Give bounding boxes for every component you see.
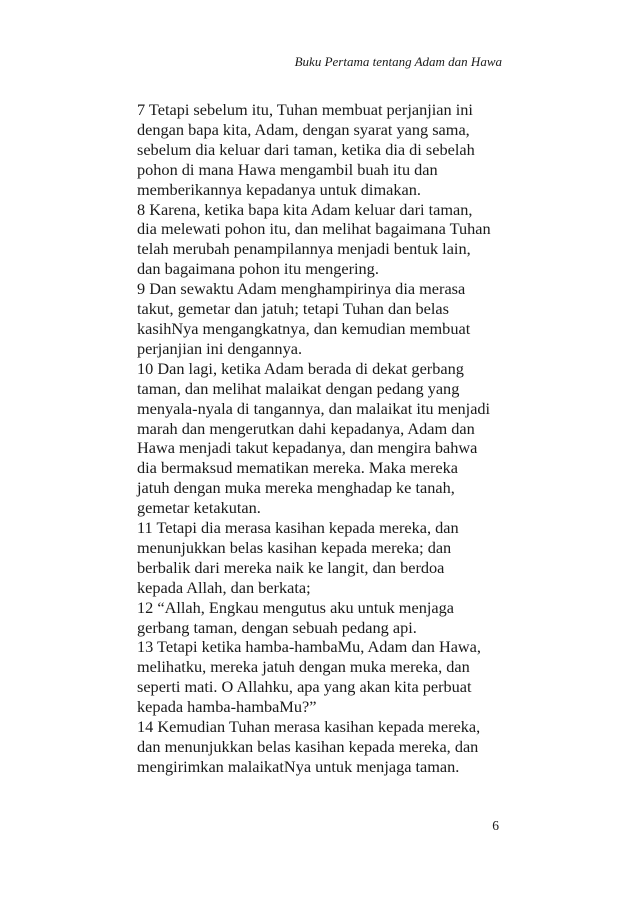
text-line: 13 Tetapi ketika hamba-hambaMu, Adam dan Hawa, (137, 637, 481, 657)
body-text (137, 100, 509, 777)
text-line: 10 Dan lagi, ketika Adam berada di dekat gerbang (137, 358, 464, 378)
text-line: dia melewati pohon itu, dan melihat bagaimana Tuhan (137, 219, 491, 239)
text-line: dengan bapa kita, Adam, dengan syarat yang sama, (137, 119, 470, 139)
text-line: kepada Allah, dan berkata; (137, 577, 311, 597)
text-line: 14 Kemudian Tuhan merasa kasihan kepada mereka, (137, 717, 481, 737)
text-line: dan bagaimana pohon itu mengering. (137, 259, 379, 279)
text-line: melihatku, mereka jatuh dengan muka mereka, dan (137, 657, 470, 677)
text-line: Hawa menjadi takut kepadanya, dan mengira bahwa (137, 438, 478, 458)
text-line: memberikannya kepadanya untuk dimakan. (137, 179, 421, 199)
text-line: 11 Tetapi dia merasa kasihan kepada mereka, dan (137, 518, 459, 538)
text-line: telah merubah penampilannya menjadi bentuk lain, (137, 239, 471, 259)
text-line: 7 Tetapi sebelum itu, Tuhan membuat perjanjian ini (137, 100, 473, 119)
text-line: kepada hamba-hambaMu?” (137, 697, 317, 717)
page-number: 6 (492, 818, 499, 833)
text-line: pohon di mana Hawa mengambil buah itu dan (137, 159, 438, 179)
text-line: 12 “Allah, Engkau mengutus aku untuk menjaga (137, 597, 454, 617)
text-line: dia bermaksud mematikan mereka. Maka mereka (137, 458, 458, 478)
text-line: gerbang taman, dengan sebuah pedang api. (137, 617, 417, 637)
text-line: marah dan mengerutkan dahi kepadanya, Adam dan (137, 418, 475, 438)
text-line: 8 Karena, ketika bapa kita Adam keluar dari taman, (137, 199, 473, 219)
text-line: berbalik dari mereka naik ke langit, dan berdoa (137, 557, 445, 577)
text-line: menyala-nyala di tangannya, dan malaikat itu menjadi (137, 398, 491, 418)
text-line: seperti mati. O Allahku, apa yang akan kita perbuat (137, 677, 472, 697)
text-line: sebelum dia keluar dari taman, ketika dia di sebelah (137, 139, 475, 159)
text-line: perjanjian ini dengannya. (137, 338, 303, 358)
text-line: 9 Dan sewaktu Adam menghampirinya dia merasa (137, 279, 466, 299)
text-line: menunjukkan belas kasihan kepada mereka; dan (137, 537, 452, 557)
text-line: taman, dan melihat malaikat dengan pedang yang (137, 378, 460, 398)
text-line: dan menunjukkan belas kasihan kepada mereka, dan (137, 737, 479, 756)
text-line: gemetar ketakutan. (137, 498, 261, 518)
text-line: jatuh dengan muka mereka menghadap ke tanah, (137, 478, 455, 498)
text-line: mengirimkan malaikatNya untuk menjaga taman. (137, 756, 460, 776)
running-header: Buku Pertama tentang Adam dan Hawa (294, 54, 502, 69)
text-line: takut, gemetar dan jatuh; tetapi Tuhan dan belas (137, 299, 449, 319)
text-line: kasihNya mengangkatnya, dan kemudian membuat (137, 318, 471, 338)
